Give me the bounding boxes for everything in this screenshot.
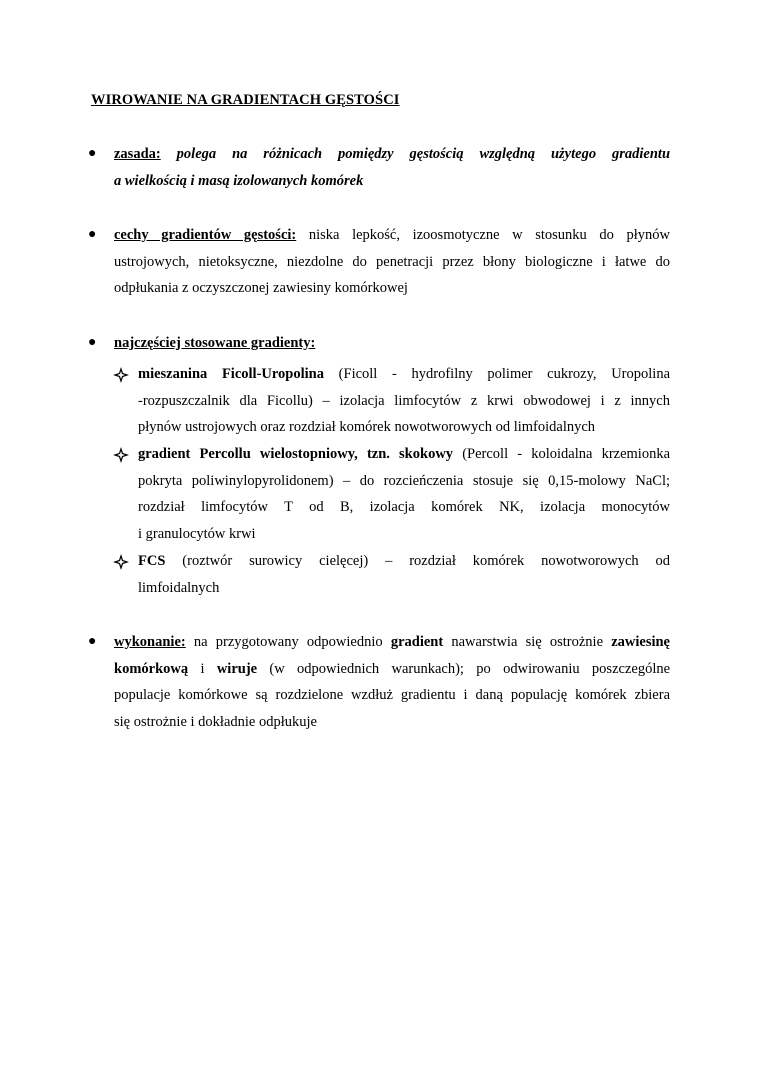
gradient-item-percoll — [138, 441, 670, 547]
gradient-item-ficoll — [138, 361, 670, 441]
cechy-label: cechy gradientów gęstości: — [114, 227, 297, 243]
gradient-item-percoll-name: gradient Percollu wielostopniowy, tzn. skokowy — [138, 446, 454, 462]
wykonanie-bold2: zawiesinę — [611, 634, 670, 650]
gradienty-label: najczęściej stosowane gradienty: — [114, 335, 316, 351]
cechy-text-2: ustrojowych, nietoksyczne, niezdolne do penetracji przez błony biologiczne i łatwe do — [114, 253, 670, 270]
gradient-item-fcs-name: FCS — [138, 553, 166, 569]
gradient-item-ficoll-line3: płynów ustrojowych oraz rozdział komórek nowotworowych od limfoidalnych — [138, 419, 596, 435]
zasada-text-2: a wielkością i masą izolowanych komórek — [114, 172, 364, 189]
gradient-item-fcs — [138, 548, 670, 601]
gradient-item-ficoll-name: mieszanina Ficoll-Uropolina — [138, 366, 324, 382]
gradient-item-fcs-line2: limfoidalnych — [138, 579, 220, 596]
bullet-zasada: ● — [88, 146, 97, 161]
diamond-bullet-icon — [112, 553, 130, 571]
wykonanie-seg2: nawarstwia się ostrożnie — [451, 634, 604, 650]
gradient-item-fcs-line1: (roztwór surowicy cielęcej) – rozdział komórek nowotworowych od — [182, 553, 670, 569]
section-wykonanie — [114, 629, 670, 735]
wykonanie-bold4: wiruje — [216, 660, 258, 677]
gradient-item-percoll-line3: rozdział limfocytów T od B, izolacja komórek NK, izolacja monocytów — [138, 499, 670, 515]
bullet-wykonanie: ● — [88, 634, 97, 649]
gradient-item-percoll-line2: pokryta poliwinylopyrolidonem) – do rozcieńczenia stosuje się 0,15-molowy NaCl; — [138, 472, 670, 489]
wykonanie-label: wykonanie: — [114, 634, 186, 650]
cechy-text-1: niska lepkość, izoosmotyczne w stosunku do płynów — [308, 227, 670, 243]
bullet-gradienty: ● — [88, 335, 97, 350]
wykonanie-seg4: (w odpowiednich warunkach); po odwirowaniu poszczególne — [269, 660, 670, 677]
section-cechy — [114, 222, 670, 302]
wykonanie-bold1: gradient — [390, 634, 444, 650]
zasada-text-1: polega na różnicach pomiędzy gęstością względną użytego gradientu — [176, 146, 670, 162]
wykonanie-line3: populacje komórkowe są rozdzielone wzdłuż gradientu i daną populację komórek zbiera — [114, 687, 670, 703]
wykonanie-line4: się ostrożnie i dokładnie odpłukuje — [114, 713, 317, 730]
cechy-text-3: odpłukania z oczyszczonej zawiesiny komórkowej — [114, 280, 408, 296]
gradient-item-ficoll-line1: (Ficoll - hydrofilny polimer cukrozy, Uropolina — [338, 366, 670, 382]
section-gradienty — [114, 330, 670, 357]
wykonanie-bold3: komórkową — [114, 660, 189, 677]
section-zasada — [114, 141, 670, 194]
gradient-item-percoll-line4: i granulocytów krwi — [138, 525, 256, 542]
document-title: WIROWANIE NA GRADIENTACH GĘSTOŚCI — [91, 92, 400, 108]
wykonanie-seg1: na przygotowany odpowiednio — [193, 634, 383, 650]
gradient-item-ficoll-line2: -rozpuszczalnik dla Ficollu) – izolacja limfocytów z krwi obwodowej i z innych — [138, 392, 670, 409]
bullet-cechy: ● — [88, 227, 97, 242]
diamond-bullet-icon — [112, 366, 130, 384]
wykonanie-seg3: i — [200, 660, 205, 677]
diamond-bullet-icon — [112, 446, 130, 464]
zasada-label: zasada: — [114, 146, 161, 162]
gradient-item-percoll-line1: (Percoll - koloidalna krzemionka — [462, 446, 670, 462]
